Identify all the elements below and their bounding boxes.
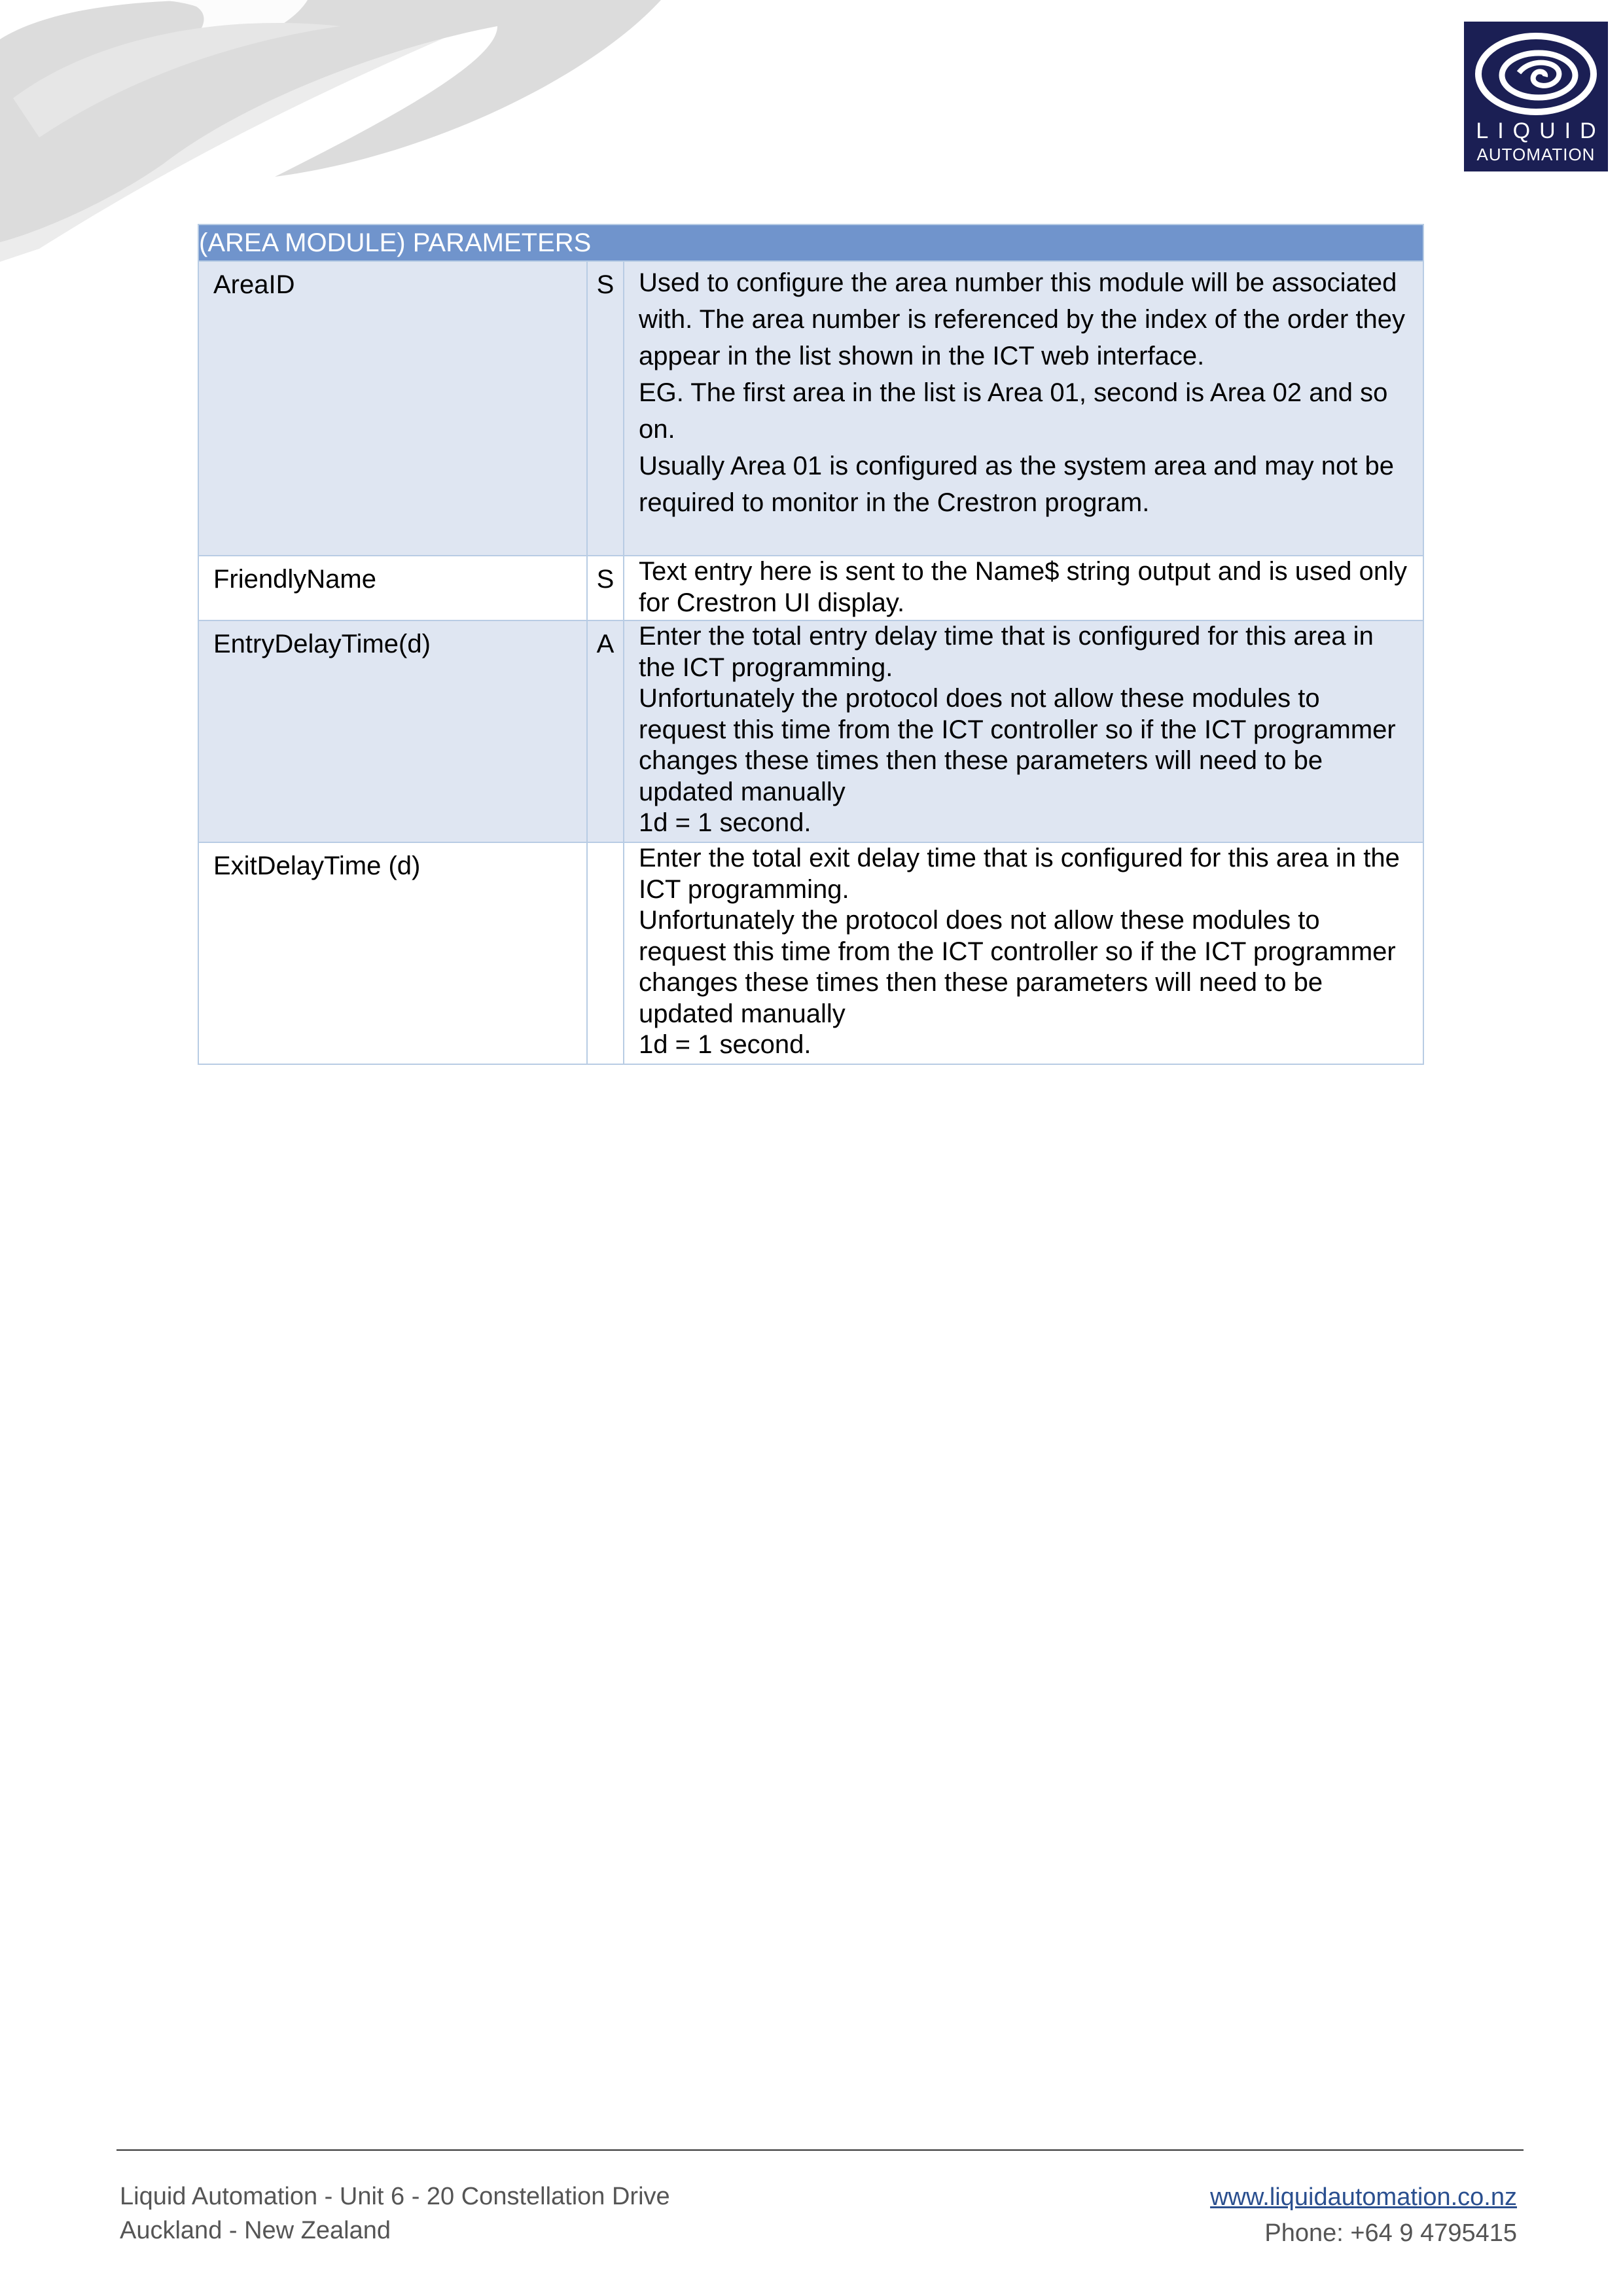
parameter-name: ExitDelayTime (d) — [198, 842, 587, 1064]
description-line: Enter the total entry delay time that is configured for this area in the ICT programming. — [639, 622, 1374, 682]
parameters-table — [198, 224, 1424, 1065]
parameter-description — [624, 556, 1423, 620]
parameter-description — [624, 620, 1423, 842]
table-row — [198, 620, 1423, 842]
address-line: Auckland - New Zealand — [120, 2217, 391, 2244]
table-header-row — [198, 224, 1423, 261]
description-line: Unfortunately the protocol does not allow these modules to request this time from the ICT controller so if the ICT programmer changes these times then these parameters will need to be updated manually — [639, 906, 1396, 1028]
parameter-name: AreaID — [198, 261, 587, 556]
description-line: Used to configure the area number this module will be associated with. The area number is referenced by the index of the order they appear in the list shown in the ICT web interface. — [639, 268, 1406, 370]
footer-contact — [1210, 2179, 1517, 2251]
parameter-name: FriendlyName — [198, 556, 587, 620]
parameter-description — [624, 842, 1423, 1064]
parameter-type: A — [587, 620, 624, 842]
description-line: 1d = 1 second. — [639, 1030, 812, 1059]
description-line: 1d = 1 second. — [639, 808, 812, 837]
company-logo — [1464, 22, 1608, 171]
description-line: Text entry here is sent to the Name$ string output and is used only for Crestron UI display. — [639, 557, 1407, 617]
table-row — [198, 261, 1423, 556]
parameter-type: S — [587, 556, 624, 620]
table-row — [198, 842, 1423, 1064]
address-line: Liquid Automation - Unit 6 - 20 Constellation Drive — [120, 2183, 670, 2210]
logo-text-automation: AUTOMATION — [1476, 145, 1596, 164]
parameter-name: EntryDelayTime(d) — [198, 620, 587, 842]
description-line: Unfortunately the protocol does not allow these modules to request this time from the ICT controller so if the ICT programmer changes these times then these parameters will need to be updated manually — [639, 684, 1396, 806]
table-title: (AREA MODULE) PARAMETERS — [198, 224, 1423, 261]
parameter-description — [624, 261, 1423, 556]
description-line: EG. The first area in the list is Area 01, second is Area 02 and so on. — [639, 378, 1388, 444]
phone-number: Phone: +64 9 4795415 — [1264, 2219, 1517, 2247]
parameter-type: S — [587, 261, 624, 556]
liquid-swirl-icon — [1473, 29, 1599, 121]
footer-divider — [116, 2149, 1524, 2151]
description-line: Usually Area 01 is configured as the system area and may not be required to monitor in the Crestron program. — [639, 452, 1394, 517]
logo-text-liquid: LIQUID — [1476, 118, 1605, 143]
table-row — [198, 556, 1423, 620]
description-line: Enter the total exit delay time that is configured for this area in the ICT programming. — [639, 844, 1400, 904]
parameter-type — [587, 842, 624, 1064]
footer-address — [120, 2179, 670, 2248]
background-swirl-graphic — [0, 0, 668, 262]
website-link[interactable]: www.liquidautomation.co.nz — [1210, 2183, 1517, 2211]
